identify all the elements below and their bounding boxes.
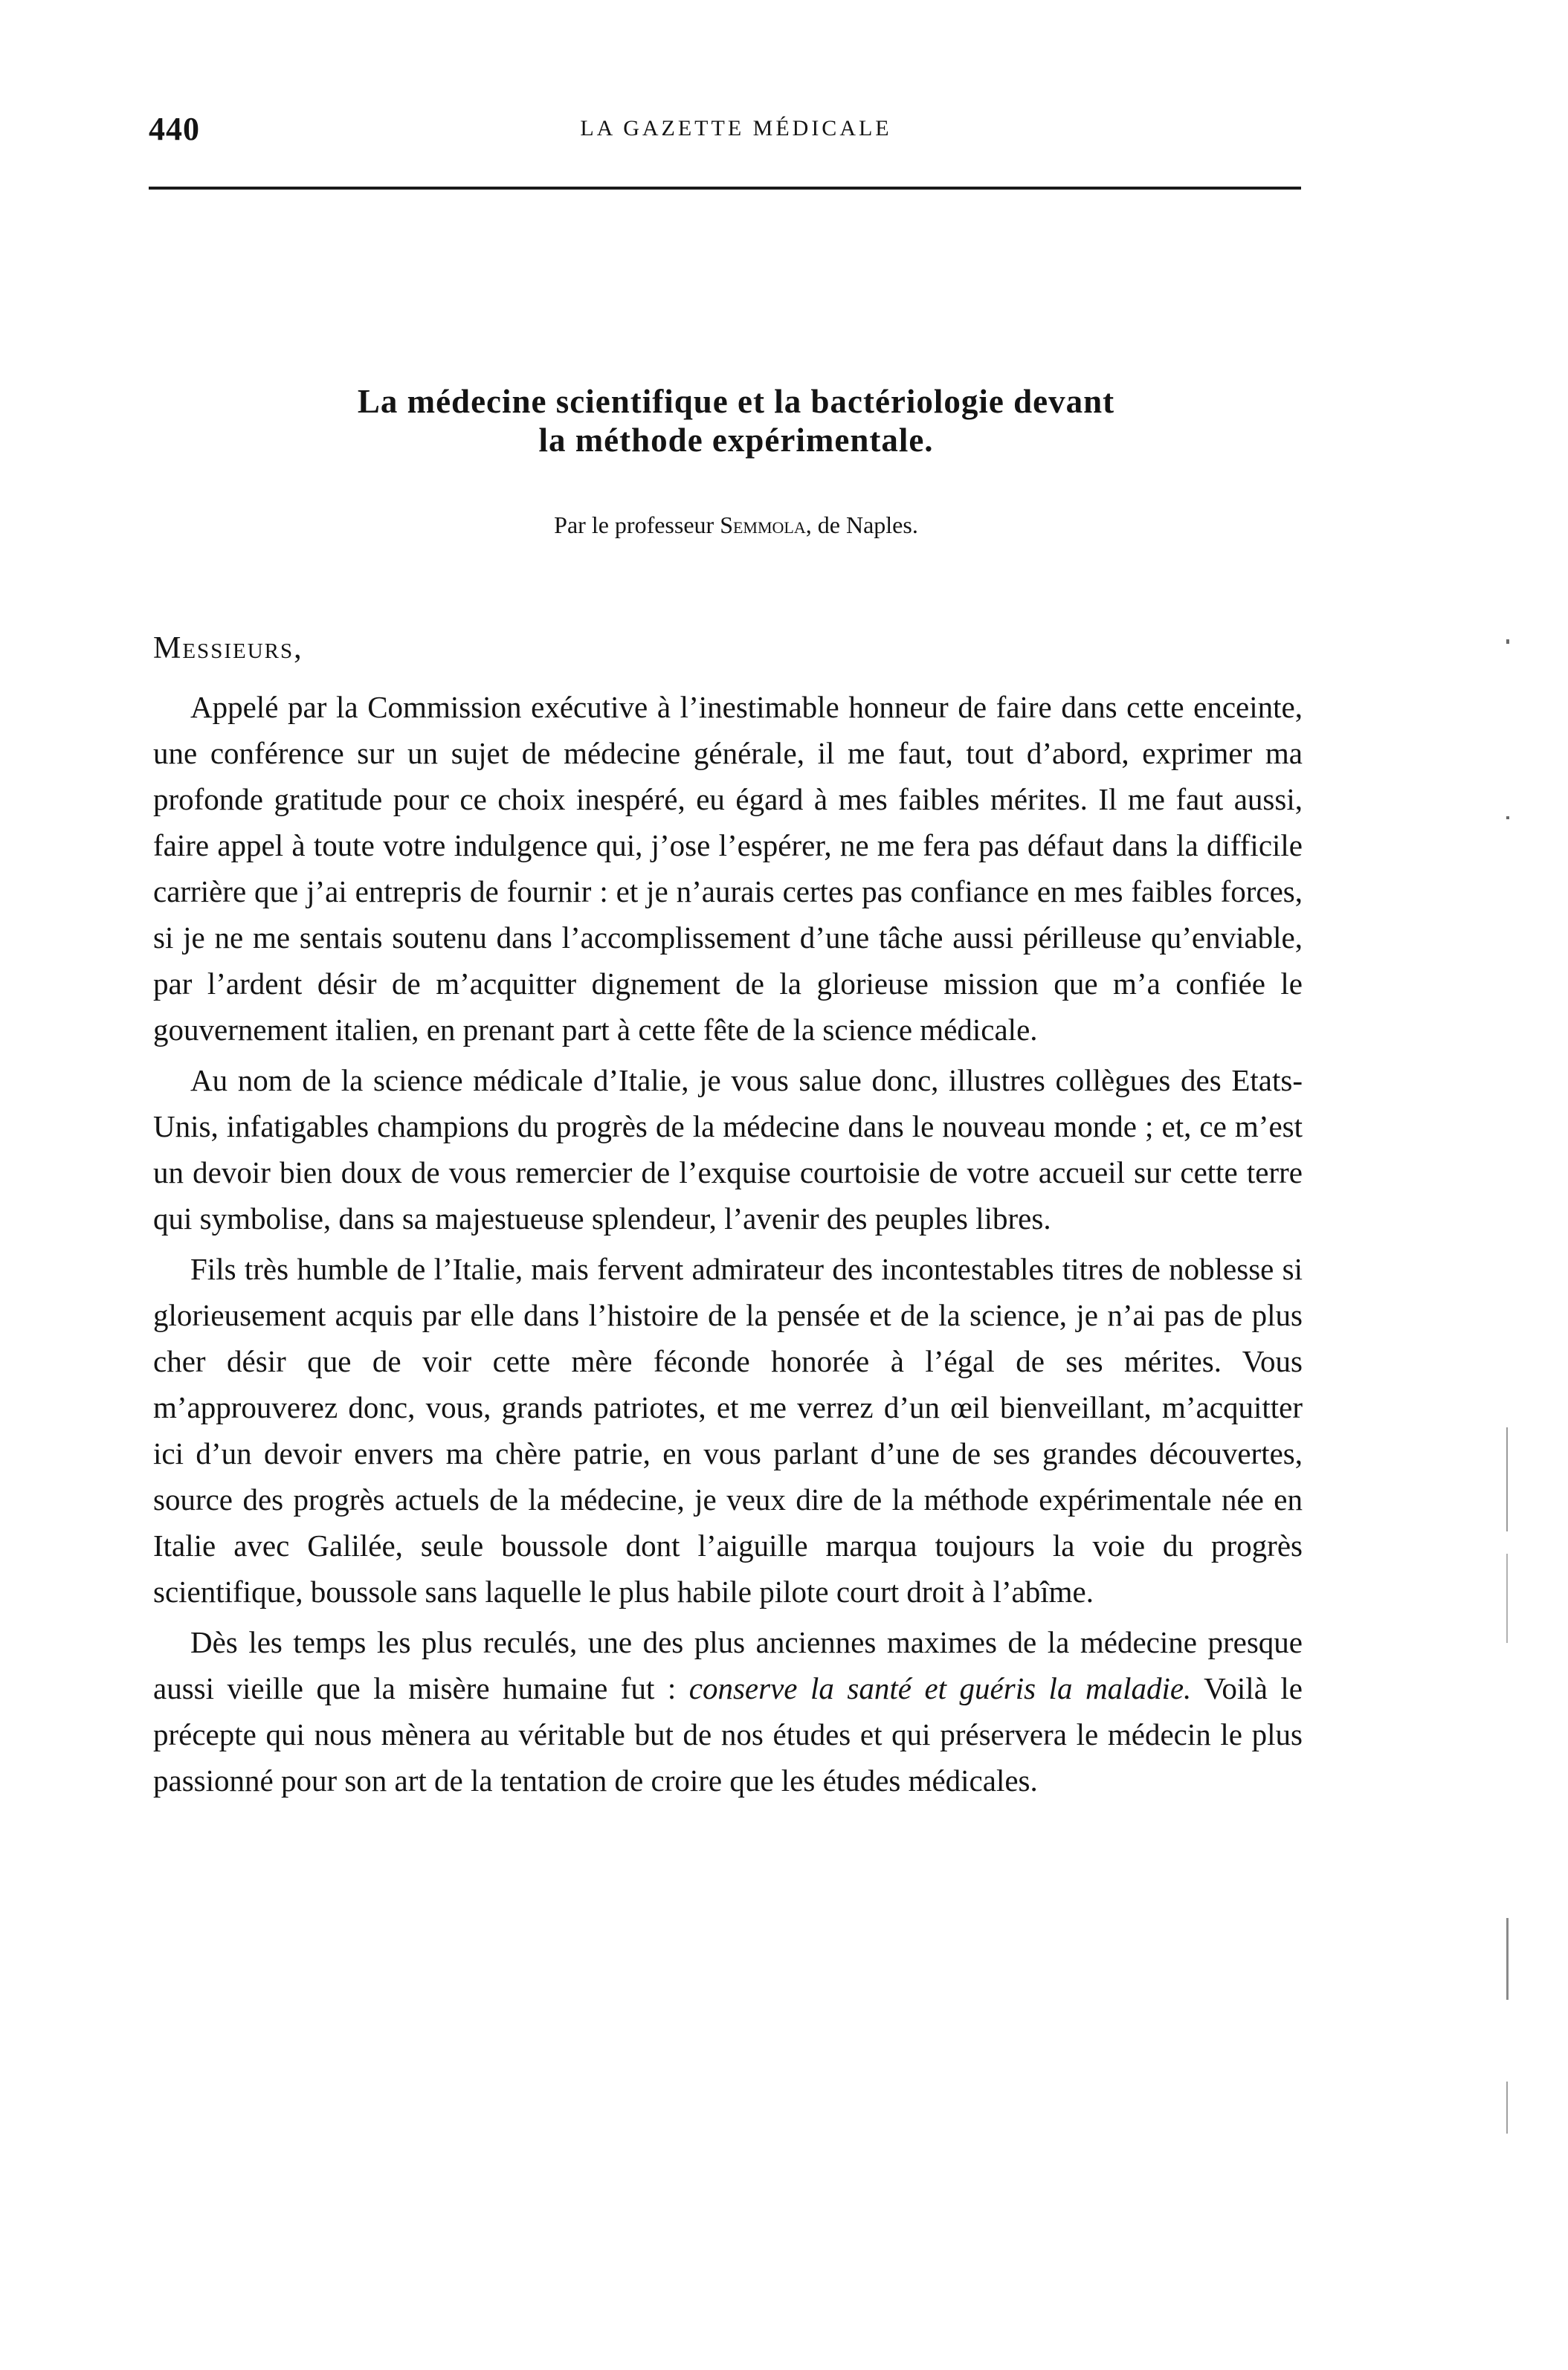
margin-scan-mark <box>1506 1918 1509 2000</box>
header-rule <box>149 187 1301 190</box>
article-body <box>153 684 1303 1808</box>
paragraph-4 <box>153 1619 1303 1804</box>
article-title <box>164 382 1309 459</box>
byline-suffix: , de Naples. <box>805 511 918 538</box>
margin-scan-mark <box>1506 816 1509 819</box>
paragraph-1: Appelé par la Commission exécutive à l’inestimable honneur de faire dans cette enceinte, une conférence sur un sujet de médecine générale, il me faut, tout d’abord, exprimer ma profonde gratitude pour ce choix inespéré, eu égard à mes faibles mérites. Il me faut aussi, faire appel à toute votre indulgence qui, j’ose l’espérer, ne me fera pas défaut dans la difficile carrière que j’ai entrepris de fournir : et je n’aurais certes pas confiance en mes faibles forces, si je ne me sentais soutenu dans l’accomplissement d’une tâche aussi périlleuse qu’enviable, par l’ardent désir de m’acquitter dignement de la glorieuse mission que m’a confiée le gouvernement italien, en prenant part à cette fête de la science médicale. <box>153 690 1303 1047</box>
page-number: 440 <box>149 111 200 147</box>
paragraph-4-end: Voilà le précepte qui nous mènera au véritable but de nos études et qui préservera le médecin le plus passionné pour son art de la tentation de croire que les études médicales. <box>153 1671 1303 1798</box>
paragraph-2: Au nom de la science médicale d’Italie, je vous salue donc, illustres collègues des Etats-Unis, infatigables champions du progrès de la médecine dans le nouveau monde ; et, ce m’est un devoir bien doux de vous remercier de l’exquise courtoisie de votre accueil sur cette terre qui symbolise, dans sa majestueuse splendeur, l’avenir des peuples libres. <box>153 1063 1303 1236</box>
article-title-line-1: La médecine scientifique et la bactériologie devant <box>357 383 1115 420</box>
journal-title: LA GAZETTE MÉDICALE <box>580 116 892 141</box>
article-title-line-2: la méthode expérimentale. <box>538 422 934 459</box>
byline-prefix: Par le professeur <box>554 511 720 538</box>
paragraph-4-start: Dès les temps les plus reculés, une des plus anciennes maximes de la médecine presque aussi vieille que la misère humaine fut : <box>153 1625 1303 1705</box>
paragraph-3: Fils très humble de l’Italie, mais fervent admirateur des incontestables titres de noblesse si glorieusement acquis par elle dans l’histoire de la pensée et de la science, je n’ai pas de plus cher désir que de voir cette mère féconde honorée à l’égal de ses mérites. Vous m’approuverez donc, vous, grands patriotes, et me verrez d’un œil bienveillant, m’acquitter ici d’un devoir envers ma chère patrie, en vous parlant d’une de ses grandes découvertes, source des progrès actuels de la médecine, je veux dire de la méthode expérimentale née en Italie avec Galilée, seule boussole dont l’aiguille marqua toujours la voie du progrès scientifique, boussole sans laquelle le plus habile pilote court droit à l’abîme. <box>153 1252 1303 1609</box>
running-head <box>149 110 1301 155</box>
byline <box>164 511 1309 539</box>
salutation: Messieurs, <box>153 631 303 665</box>
margin-scan-mark <box>1506 1427 1508 1531</box>
margin-scan-mark <box>1506 639 1509 644</box>
paragraph-4-quote: conserve la santé et guéris la maladie. <box>688 1671 1192 1705</box>
margin-scan-mark <box>1506 2082 1508 2134</box>
margin-scan-mark <box>1506 1554 1508 1643</box>
byline-author: Semmola <box>720 511 806 538</box>
